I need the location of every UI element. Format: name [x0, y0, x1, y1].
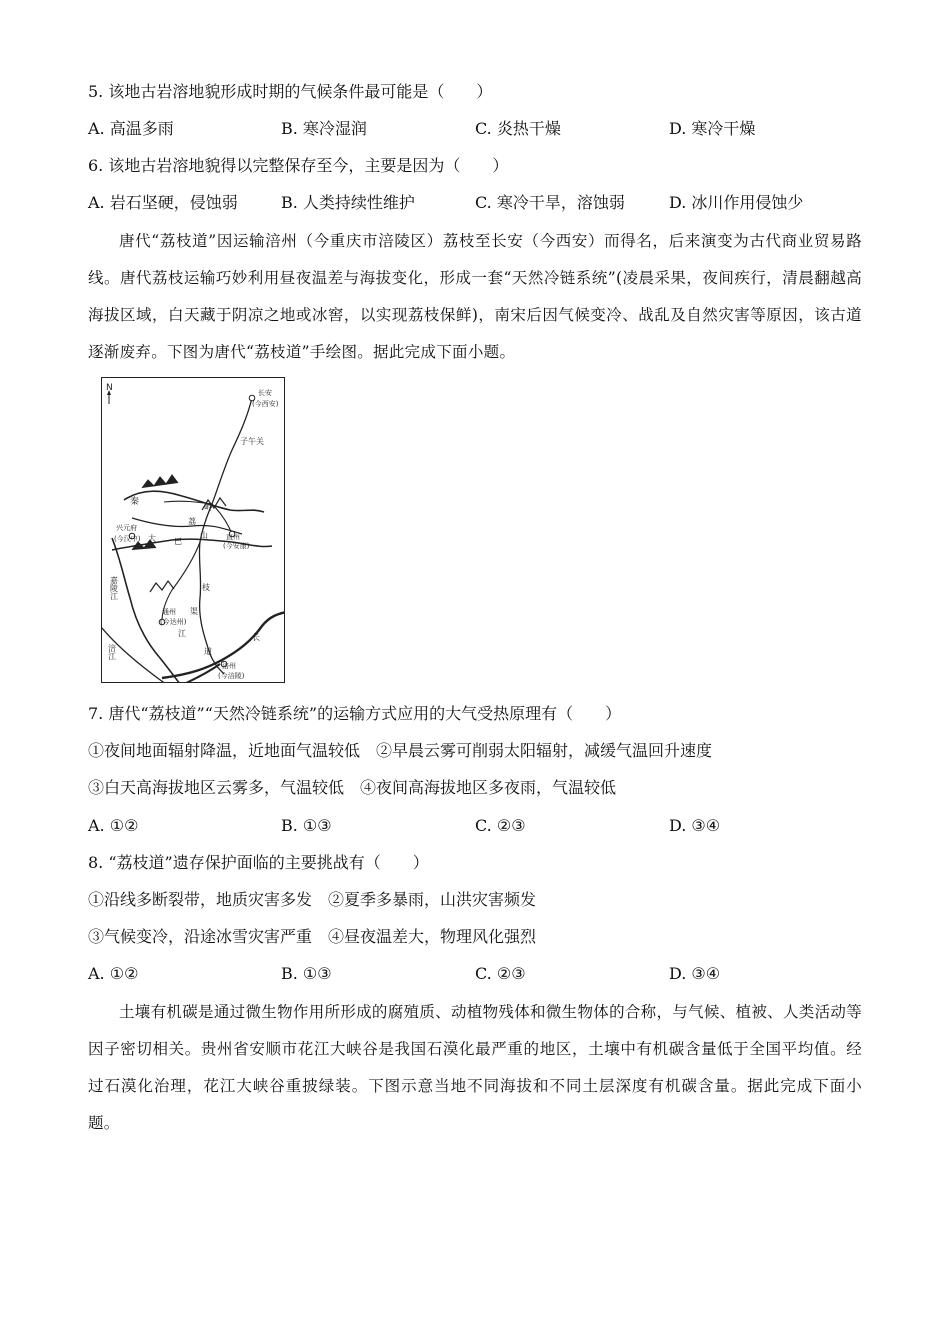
north-label: N [106, 383, 113, 393]
question-8-stem: 8. “荔枝道”遗存保护面临的主要挑战有（ ） [88, 853, 429, 872]
passage-lizhi-road-text: 唐代“荔枝道”因运输涪州（今重庆市涪陵区）荔枝至长安（今西安）而得名，后来演变为古代商业贸易路线。唐代荔枝运输巧妙利用昼夜温差与海拔变化，形成一套“天然冷链系统”(凌晨采果，夜间疾行，清晨翻越高海拔区域，白天藏于阴凉之地或冰窖，以实现荔枝保鲜)，南宋后因气候变冷、战乱及自然灾害等原因，该古道逐渐废弃。下图为唐代“荔枝道”手绘图。据此完成下面小题。 [88, 232, 862, 361]
question-6-stem: 6. 该地古岩溶地貌得以完整保存至今，主要是因为（ ） [88, 156, 509, 175]
label-shan: 山 [200, 531, 208, 540]
label-jialingjiang: 嘉陵江 [109, 576, 119, 600]
passage-soil-carbon [88, 994, 862, 1142]
label-dao: 道 [204, 647, 212, 656]
label-da: 大 [148, 534, 156, 543]
map-svg [102, 378, 285, 683]
label-qu: 渠 [190, 607, 198, 616]
mountain-icon [142, 475, 178, 488]
q5-option-a[interactable]: A. 高温多雨 [88, 119, 174, 138]
q7-option-a[interactable]: A. ①② [88, 816, 139, 835]
q7-option-b[interactable]: B. ①③ [281, 816, 332, 835]
q5-option-b[interactable]: B. 寒冷湿润 [281, 119, 367, 138]
label-ling: 岭 [204, 503, 214, 513]
label-tongzhou: 通州 [162, 608, 176, 616]
label-changan: 长安 [258, 389, 272, 397]
label-ba: 巴 [174, 537, 182, 546]
label-li: 荔 [188, 517, 196, 526]
label-xingyuanfu: 兴元府 [116, 524, 137, 532]
passage-lizhi-road [88, 223, 862, 371]
label-changan-now: (今西安) [252, 400, 279, 408]
question-8-options [88, 964, 868, 984]
question-6-options [88, 193, 868, 213]
label-ziwuguan: 子午关 [240, 437, 264, 446]
q6-option-d[interactable]: D. 冰川作用侵蚀少 [669, 193, 804, 212]
label-tongzhou-now: (今达州) [160, 618, 187, 626]
label-jiang: 江 [178, 629, 186, 638]
label-xingyuanfu-now: (今汉中) [114, 535, 141, 543]
q6-option-c[interactable]: C. 寒冷干旱，溶蚀弱 [475, 193, 625, 212]
q8-option-c[interactable]: C. ②③ [475, 964, 526, 983]
q6-option-b[interactable]: B. 人类持续性维护 [281, 193, 415, 212]
question-7-statements-1: ①夜间地面辐射降温，近地面气温较低 ②早晨云雾可削弱太阳辐射，减缓气温回升速度 [88, 741, 713, 760]
label-zhizhou-now: (今安康) [223, 542, 250, 550]
question-7-options [88, 816, 868, 836]
question-5-options [88, 119, 868, 139]
q7-option-d[interactable]: D. ③④ [669, 816, 721, 835]
q8-option-b[interactable]: B. ①③ [281, 964, 332, 983]
lizhi-road-map [101, 377, 285, 683]
q5-option-c[interactable]: C. 炎热干燥 [475, 119, 561, 138]
question-8-statements-1: ①沿线多断裂带，地质灾害多发 ②夏季多暴雨，山洪灾害频发 [88, 890, 537, 909]
question-5-stem: 5. 该地古岩溶地貌形成时期的气候条件最可能是（ ） [88, 82, 493, 101]
label-fujiang: 涪江 [107, 644, 117, 660]
q8-option-a[interactable]: A. ①② [88, 964, 139, 983]
q5-option-d[interactable]: D. 寒冷干燥 [669, 119, 756, 138]
passage-soil-carbon-text: 土壤有机碳是通过微生物作用所形成的腐殖质、动植物残体和微生物体的合称，与气候、植被、人类活动等因子密切相关。贵州省安顺市花江大峡谷是我国石漠化最严重的地区，土壤中有机碳含量低于全国平均值。经过石漠化治理，花江大峡谷重披绿装。下图示意当地不同海拔和不同土层深度有机碳含量。据此完成下面小题。 [88, 1003, 862, 1132]
question-8-statements-2: ③气候变冷，沿途冰雪灾害严重 ④昼夜温差大，物理风化强烈 [88, 927, 537, 946]
label-zhizhou: 直州 [226, 533, 240, 541]
label-fuzhou-now: (今涪陵) [218, 672, 245, 680]
label-chang: 长 [252, 633, 260, 642]
mountain-icon-4 [150, 581, 174, 592]
q8-option-d[interactable]: D. ③④ [669, 964, 721, 983]
label-fuzhou: 涪州 [222, 662, 236, 670]
label-qin: 秦 [130, 497, 140, 507]
label-zhi: 枝 [202, 583, 210, 592]
q6-option-a[interactable]: A. 岩石坚硬，侵蚀弱 [88, 193, 238, 212]
q7-option-c[interactable]: C. ②③ [475, 816, 526, 835]
question-7-statements-2: ③白天高海拔地区云雾多，气温较低 ④夜间高海拔地区多夜雨，气温较低 [88, 778, 617, 797]
question-7-stem: 7. 唐代“荔枝道”“天然冷链系统”的运输方式应用的大气受热原理有（ ） [88, 704, 622, 723]
